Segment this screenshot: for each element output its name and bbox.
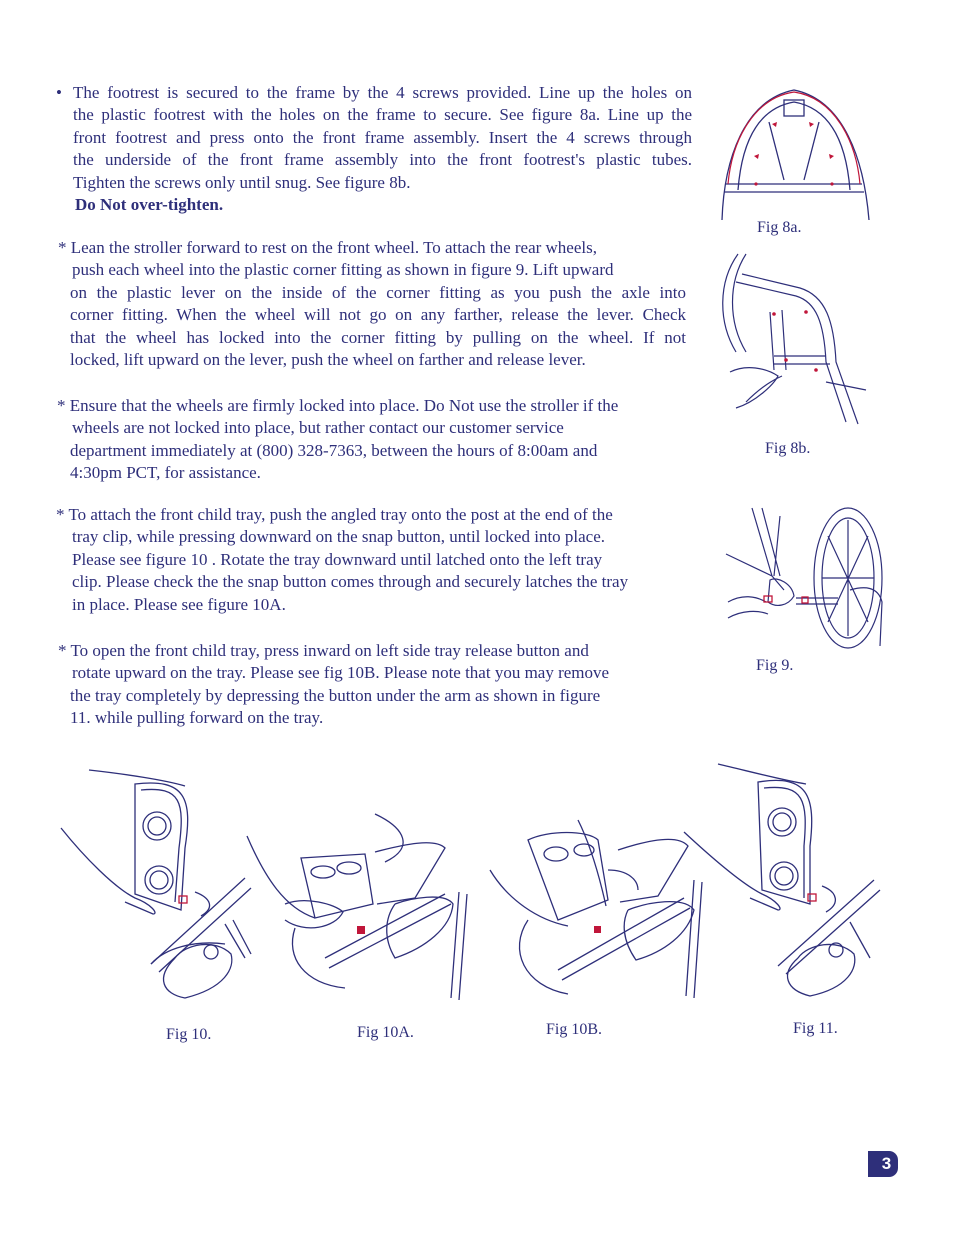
figure-10b-illustration bbox=[488, 810, 708, 1005]
rear-wheels-instructions bbox=[58, 237, 686, 371]
attach-tray-line-3: Please see figure 10 . Rotate the tray downward until latched onto the left tray bbox=[72, 549, 603, 569]
caption-fig-11: Fig 11. bbox=[793, 1020, 838, 1037]
rear-wheels-line-6: locked, lift upward on the lever, push the wheel on farther and release lever. bbox=[70, 350, 586, 370]
open-tray-line-1: * To open the front child tray, press inward on left side tray release button and bbox=[58, 641, 589, 660]
attach-tray-line-4: clip. Please check the the snap button comes through and securely latches the tray bbox=[72, 572, 629, 592]
footrest-instructions bbox=[56, 82, 692, 216]
ensure-locked-line-4: 4:30pm PCT, for assistance. bbox=[70, 463, 261, 483]
caption-fig-8a: Fig 8a. bbox=[757, 219, 802, 236]
rear-wheels-line-2: push each wheel into the plastic corner fitting as shown in figure 9. Lift upward bbox=[72, 260, 614, 280]
figure-9-illustration bbox=[722, 506, 892, 656]
footrest-warning: Do Not over-tighten. bbox=[75, 195, 224, 215]
attach-tray-line-5: in place. Please see figure 10A. bbox=[72, 594, 286, 614]
figure-11-illustration bbox=[682, 762, 882, 1002]
open-tray-line-3: the tray completely by depressing the button under the arm as shown in figure bbox=[70, 685, 601, 705]
bullet: • bbox=[56, 83, 62, 102]
ensure-locked-line-2: wheels are not locked into place, but rather contact our customer service bbox=[72, 418, 564, 438]
attach-tray-instructions bbox=[56, 504, 692, 616]
figure-8a-illustration bbox=[714, 80, 874, 225]
footrest-line-4: the underside of the front frame assembly into the front footrest's plastic tubes. bbox=[73, 150, 692, 170]
rear-wheels-line-5: that the wheel has locked into the corner fitting by pulling on the wheel. If not bbox=[70, 327, 686, 347]
attach-tray-line-2: tray clip, while pressing downward on the snap button, until locked into place. bbox=[72, 527, 606, 547]
caption-fig-9: Fig 9. bbox=[756, 657, 794, 674]
caption-fig-10: Fig 10. bbox=[166, 1026, 212, 1043]
caption-fig-8b: Fig 8b. bbox=[765, 440, 811, 457]
footrest-line-3: front footrest and press onto the front frame assembly. Insert the 4 screws through bbox=[73, 127, 692, 147]
footrest-line-5: Tighten the screws only until snug. See figure 8b. bbox=[73, 172, 411, 192]
page-number-tab bbox=[868, 1151, 898, 1177]
ensure-locked-line-3: department immediately at (800) 328-7363, between the hours of 8:00am and bbox=[70, 440, 598, 460]
footrest-line-2: the plastic footrest with the holes on the frame to secure. See figure 8a. Line up the bbox=[73, 105, 692, 125]
ensure-locked-line-1: * Ensure that the wheels are firmly locked into place. Do Not use the stroller if the bbox=[57, 396, 619, 415]
rear-wheels-line-1: * Lean the stroller forward to rest on the front wheel. To attach the rear wheels, bbox=[58, 238, 597, 257]
rear-wheels-line-3: on the plastic lever on the inside of the corner fitting as you push the axle into bbox=[70, 282, 686, 302]
footrest-line-1: The footrest is secured to the frame by the 4 screws provided. Line up the holes on bbox=[73, 83, 692, 102]
attach-tray-line-1: * To attach the front child tray, push the angled tray onto the post at the end of the bbox=[56, 505, 613, 524]
rear-wheels-line-4: corner fitting. When the wheel will not go on any farther, release the lever. Check bbox=[70, 305, 686, 325]
figure-8b-illustration bbox=[716, 252, 876, 432]
open-tray-line-2: rotate upward on the tray. Please see fig 10B. Please note that you may remove bbox=[72, 663, 610, 683]
caption-fig-10b: Fig 10B. bbox=[546, 1021, 603, 1038]
figure-10a-illustration bbox=[245, 808, 475, 1008]
open-tray-line-4: 11. while pulling forward on the tray. bbox=[70, 708, 324, 728]
page-number: 3 bbox=[875, 1151, 898, 1177]
figure-10-illustration bbox=[55, 768, 255, 1008]
open-tray-instructions bbox=[58, 640, 694, 730]
page-number-bar bbox=[868, 1151, 875, 1177]
caption-fig-10a: Fig 10A. bbox=[357, 1024, 414, 1041]
ensure-locked-instructions bbox=[57, 395, 693, 485]
